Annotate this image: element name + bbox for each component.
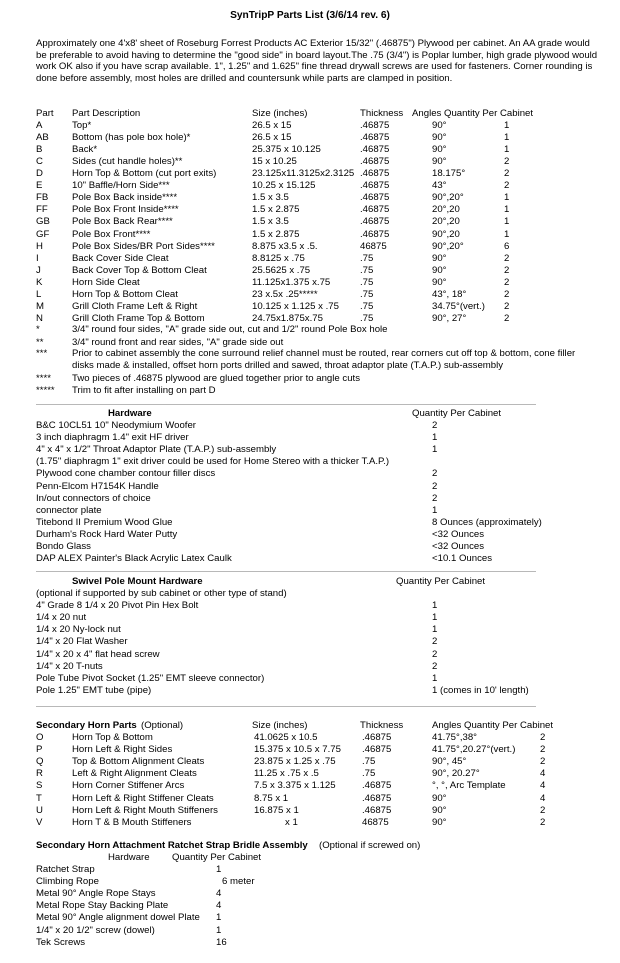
secondary-part-id: S	[36, 780, 43, 792]
part-description: Horn Top & Bottom Cleat	[72, 288, 178, 300]
secondary-part-angles: 90°	[432, 816, 447, 828]
hardware-row	[0, 420, 620, 432]
part-thickness: .75	[360, 300, 374, 312]
swivel-quantity: 1 (comes in 10' length)	[432, 684, 529, 696]
strap-quantity: 4	[216, 888, 222, 900]
strap-item: Tek Screws	[36, 936, 86, 948]
part-thickness: .46875	[360, 192, 390, 204]
part-quantity: 2	[504, 156, 510, 168]
part-description: Horn Side Cleat	[72, 276, 140, 288]
parts-row	[0, 132, 620, 144]
hardware-item: 3 inch diaphragm 1.4" exit HF driver	[36, 432, 189, 444]
part-size: 24.75x1.875x.75	[252, 312, 323, 324]
hardware-quantity: 1	[432, 444, 438, 456]
secondary-part-quantity: 2	[540, 804, 546, 816]
part-angles: 90°, 27°	[432, 312, 467, 324]
swivel-row	[0, 685, 620, 697]
secondary-part-quantity: 4	[540, 780, 546, 792]
hardware-item: connector plate	[36, 504, 102, 516]
part-quantity: 1	[504, 132, 510, 144]
secondary-part-angles: 41.75°,20.27°(vert.)	[432, 744, 516, 756]
swivel-row	[0, 624, 620, 636]
parts-row	[0, 144, 620, 156]
intro-paragraph: Approximately one 4'x8' sheet of Roseburg Forrest Products AC Exterior 15/32" (.46875") Plywood per cabinet. An AA grade would be preferable to avoid having to determine the "good side" in board layout.The .75 (3/4") is Poplar lumber, high grade plywood would work OK also if you have scrap available. 1", 1.25" and 1.625" fine thread drywall screws are used for fasteners. Corner rounding is done before assembly, most holes are drilled and countersunk while parts are clamped in position.	[36, 38, 598, 84]
secondary-part-quantity: 4	[540, 768, 546, 780]
part-quantity: 1	[504, 216, 510, 228]
hardware-item: B&C 10CL51 10" Neodymium Woofer	[36, 420, 197, 431]
secondary-row	[0, 780, 620, 792]
swivel-item: Pole 1.25" EMT tube (pipe)	[36, 684, 152, 696]
secondary-part-angles: °, °, Arc Template	[432, 780, 506, 792]
hardware-header: Hardware	[108, 408, 152, 419]
secondary-part-id: V	[36, 816, 43, 828]
part-quantity: 2	[504, 288, 510, 300]
part-size: 10.25 x 15.125	[252, 180, 316, 192]
strap-item: Ratchet Strap	[36, 864, 95, 875]
part-angles: 90°	[432, 132, 447, 144]
swivel-item: 1/4" x 20 Flat Washer	[36, 636, 128, 648]
parts-row	[0, 277, 620, 289]
hardware-qty-header: Quantity Per Cabinet	[412, 408, 502, 419]
strap-quantity: 1	[216, 864, 222, 875]
secondary-row	[0, 805, 620, 817]
secondary-part-size: x 1	[285, 816, 298, 828]
hardware-row	[0, 444, 620, 456]
hardware-quantity: 2	[432, 420, 438, 431]
part-thickness: .46875	[360, 132, 390, 144]
strap-item: 1/4" x 20 1/2" screw (dowel)	[36, 924, 155, 936]
section-divider	[36, 706, 536, 707]
secondary-row	[0, 817, 620, 829]
part-id: GB	[36, 216, 50, 228]
strap-column-header-row	[0, 852, 620, 864]
secondary-size-header: Size (inches)	[252, 720, 308, 731]
strap-item: Metal 90° Angle alignment dowel Plate	[36, 912, 200, 924]
part-angles: 90°	[432, 144, 447, 156]
footnote-marker: *****	[36, 385, 55, 396]
part-angles: 90°	[432, 252, 447, 264]
hardware-quantity: 2	[432, 468, 438, 480]
part-quantity: 1	[504, 204, 510, 216]
parts-row	[0, 265, 620, 277]
swivel-quantity: 1	[432, 612, 438, 624]
strap-quantity: 16	[216, 936, 227, 948]
footnote-marker: *	[36, 324, 40, 335]
part-size: 23 x.5x .25*****	[252, 288, 318, 300]
secondary-part-thickness: 46875	[362, 816, 389, 828]
part-thickness: 46875	[360, 240, 387, 252]
hardware-quantity: 1	[432, 432, 438, 444]
secondary-part-thickness: .75	[362, 756, 376, 768]
swivel-header: Swivel Pole Mount Hardware	[72, 576, 203, 587]
part-size: 1.5 x 3.5	[252, 192, 289, 204]
part-quantity: 2	[504, 168, 510, 180]
part-angles: 90°	[432, 120, 447, 131]
part-size: 10.125 x 1.125 x .75	[252, 300, 339, 312]
hardware-row	[0, 517, 620, 529]
part-thickness: .75	[360, 252, 374, 264]
strap-header: Secondary Horn Attachment Ratchet Strap Bridle Assembly	[36, 840, 308, 851]
secondary-part-size: 23.875 x 1.25 x .75	[254, 756, 336, 768]
part-size: 25.375 x 10.125	[252, 144, 321, 156]
parts-header-cell: Part Description	[72, 108, 141, 119]
footnote-text: Two pieces of .46875 plywood are glued together prior to angle cuts	[72, 373, 360, 384]
swivel-item: 1/4 x 20 nut	[36, 612, 87, 624]
part-quantity: 1	[504, 192, 510, 204]
parts-row	[0, 168, 620, 180]
part-id: B	[36, 144, 43, 156]
swivel-row	[0, 661, 620, 673]
secondary-part-angles: 90°	[432, 804, 447, 816]
footnote-text: 3/4" round front and rear sides, "A" grade side out	[72, 337, 284, 348]
secondary-part-size: 16.875 x 1	[254, 804, 299, 816]
secondary-part-description: Horn Left & Right Sides	[72, 744, 173, 756]
part-description: Pole Box Sides/BR Port Sides****	[72, 240, 215, 252]
part-angles: 90°,20°	[432, 192, 464, 204]
hardware-item: In/out connectors of choice	[36, 492, 151, 504]
footnote-marker: ***	[36, 348, 48, 359]
parts-header-cell: Part	[36, 108, 54, 119]
part-description: Back Cover Side Cleat	[72, 252, 169, 264]
secondary-part-description: Horn Left & Right Stiffener Cleats	[72, 792, 214, 804]
part-quantity: 2	[504, 276, 510, 288]
section-divider	[36, 571, 536, 572]
secondary-part-thickness: .46875	[362, 804, 392, 816]
part-id: D	[36, 168, 43, 180]
secondary-part-id: R	[36, 768, 43, 780]
part-size: 1.5 x 3.5	[252, 216, 289, 228]
parts-row	[0, 180, 620, 192]
part-quantity: 1	[504, 228, 510, 240]
hardware-item: Plywood cone chamber contour filler discs	[36, 468, 216, 480]
swivel-row	[0, 600, 620, 612]
secondary-part-description: Horn Corner Stiffener Arcs	[72, 780, 185, 792]
swivel-item: Pole Tube Pivot Socket (1.25" EMT sleeve connector)	[36, 672, 265, 684]
part-description: Pole Box Front****	[72, 228, 151, 240]
strap-row	[0, 937, 620, 949]
section-divider	[36, 404, 536, 405]
part-angles: 34.75°(vert.)	[432, 300, 485, 312]
part-thickness: .46875	[360, 204, 390, 216]
swivel-item: 4" Grade 8 1/4 x 20 Pivot Pin Hex Bolt	[36, 600, 199, 612]
part-description: Pole Box Back inside****	[72, 192, 178, 204]
hardware-item: Titebond II Premium Wood Glue	[36, 516, 173, 528]
strap-row	[0, 900, 620, 912]
part-thickness: .46875	[360, 144, 390, 156]
part-id: N	[36, 312, 43, 324]
part-quantity: 1	[504, 144, 510, 156]
strap-quantity: 4	[216, 900, 222, 912]
part-id: AB	[36, 132, 49, 144]
part-thickness: .46875	[360, 156, 390, 168]
page-title: SynTripP Parts List (3/6/14 rev. 6)	[230, 10, 390, 21]
part-id: L	[36, 288, 42, 300]
parts-row	[0, 241, 620, 253]
footnote-text: Trim to fit after installing on part D	[72, 385, 216, 396]
hardware-quantity: 8 Ounces (approximately)	[432, 516, 542, 528]
hardware-row	[0, 432, 620, 444]
strap-quantity: 6 meter	[222, 876, 255, 888]
swivel-item: 1/4" x 20 x 4" flat head screw	[36, 648, 160, 660]
swivel-item: 1/4 x 20 Ny-lock nut	[36, 624, 121, 636]
secondary-part-thickness: .46875	[362, 780, 392, 792]
part-id: I	[36, 252, 39, 264]
secondary-header: Secondary Horn Parts	[36, 720, 137, 731]
strap-header-row	[0, 840, 620, 852]
hardware-quantity: <32 Ounces	[432, 541, 485, 552]
hardware-row	[0, 481, 620, 493]
part-quantity: 2	[504, 300, 510, 312]
part-quantity: 2	[504, 312, 510, 324]
secondary-row	[0, 744, 620, 756]
part-thickness: .75	[360, 288, 374, 300]
swivel-header-row	[0, 576, 620, 588]
part-description: Bottom (has pole box hole)*	[72, 132, 191, 144]
hardware-item: Penn-Elcom H7154K Handle	[36, 480, 159, 492]
part-size: 8.8125 x .75	[252, 252, 305, 264]
part-angles: 90°	[432, 264, 447, 276]
parts-row	[0, 120, 620, 132]
part-quantity: 6	[504, 240, 510, 252]
secondary-part-thickness: .46875	[362, 732, 392, 743]
secondary-part-size: 7.5 x 3.375 x 1.125	[254, 780, 336, 792]
part-size: 1.5 x 2.875	[252, 204, 300, 216]
secondary-row	[0, 732, 620, 744]
part-thickness: .46875	[360, 216, 390, 228]
part-angles: 90°,20°	[432, 240, 464, 252]
strap-item: Metal Rope Stay Backing Plate	[36, 900, 169, 912]
swivel-row	[0, 636, 620, 648]
parts-row	[0, 156, 620, 168]
strap-row	[0, 912, 620, 924]
strap-row	[0, 925, 620, 937]
part-description: Pole Box Front Inside****	[72, 204, 179, 216]
secondary-part-id: O	[36, 732, 44, 743]
part-quantity: 2	[504, 252, 510, 264]
hardware-header-row	[0, 408, 620, 420]
part-thickness: .46875	[360, 120, 390, 131]
part-description: Grill Cloth Frame Top & Bottom	[72, 312, 205, 324]
hardware-row	[0, 456, 620, 468]
part-id: K	[36, 276, 43, 288]
part-thickness: .46875	[360, 180, 390, 192]
secondary-part-size: 8.75 x 1	[254, 792, 289, 804]
part-thickness: .46875	[360, 228, 390, 240]
hardware-row	[0, 505, 620, 517]
secondary-part-description: Top & Bottom Alignment Cleats	[72, 756, 205, 768]
part-size: 8.875 x3.5 x .5.	[252, 240, 318, 252]
part-id: C	[36, 156, 43, 168]
part-size: 25.5625 x .75	[252, 264, 311, 276]
part-description: Pole Box Back Rear****	[72, 216, 173, 228]
secondary-part-quantity: 2	[540, 756, 546, 768]
parts-header-row	[0, 108, 620, 120]
strap-row	[0, 864, 620, 876]
part-quantity: 2	[504, 180, 510, 192]
secondary-part-size: 11.25 x .75 x .5	[254, 768, 319, 780]
secondary-part-quantity: 2	[540, 816, 546, 828]
hardware-row	[0, 541, 620, 553]
swivel-quantity: 2	[432, 660, 438, 672]
swivel-quantity: 1	[432, 600, 438, 612]
part-size: 15 x 10.25	[252, 156, 297, 168]
hardware-quantity: <32 Ounces	[432, 528, 485, 540]
secondary-part-angles: 90°, 45°	[432, 756, 467, 768]
hardware-quantity: <10.1 Ounces	[432, 553, 493, 565]
part-id: H	[36, 240, 43, 252]
secondary-part-thickness: .46875	[362, 792, 392, 804]
swivel-quantity: 2	[432, 648, 438, 660]
secondary-row	[0, 793, 620, 805]
secondary-part-angles: 41.75°,38°	[432, 732, 478, 743]
hardware-item: 4" x 4" x 1/2" Throat Adaptor Plate (T.A.P.) sub-assembly	[36, 444, 277, 456]
part-id: FB	[36, 192, 49, 204]
swivel-row	[0, 649, 620, 661]
part-description: Back*	[72, 144, 98, 156]
part-angles: 18.175°	[432, 168, 466, 180]
secondary-part-id: T	[36, 792, 42, 804]
secondary-part-thickness: .75	[362, 768, 376, 780]
swivel-row	[0, 588, 620, 600]
parts-header-cell: Size (inches)	[252, 108, 308, 119]
strap-quantity: 1	[216, 912, 222, 924]
strap-row	[0, 888, 620, 900]
hardware-row	[0, 553, 620, 565]
hardware-item: (1.75" diaphragm 1" exit driver could be used for Home Stereo with a thicker T.A.P.)	[36, 456, 390, 468]
footnote-marker: ****	[36, 373, 51, 384]
part-angles: 90°	[432, 276, 447, 288]
part-thickness: .75	[360, 312, 374, 324]
secondary-part-description: Horn T & B Mouth Stiffeners	[72, 816, 192, 828]
secondary-part-quantity: 4	[540, 792, 546, 804]
parts-header-cell: Angles Quantity Per Cabinet	[412, 108, 534, 119]
part-description: 10" Baffle/Horn Side***	[72, 180, 170, 192]
strap-qty-header: Quantity Per Cabinet	[172, 852, 262, 863]
part-id: E	[36, 180, 43, 192]
part-size: 26.5 x 15	[252, 132, 292, 144]
part-id: GF	[36, 228, 50, 240]
part-size: 1.5 x 2.875	[252, 228, 300, 240]
parts-row	[0, 216, 620, 228]
swivel-quantity: 1	[432, 672, 438, 684]
secondary-part-id: Q	[36, 756, 44, 768]
swivel-row	[0, 673, 620, 685]
hardware-quantity: 2	[432, 480, 438, 492]
parts-row	[0, 289, 620, 301]
hardware-item: Bondo Glass	[36, 541, 91, 552]
strap-quantity: 1	[216, 924, 222, 936]
secondary-part-description: Left & Right Alignment Cleats	[72, 768, 197, 780]
part-id: J	[36, 264, 41, 276]
part-angles: 90°	[432, 156, 447, 168]
swivel-qty-header: Quantity Per Cabinet	[396, 576, 486, 587]
secondary-part-id: P	[36, 744, 43, 756]
swivel-item: 1/4" x 20 T-nuts	[36, 660, 103, 672]
hardware-item: Durham's Rock Hard Water Putty	[36, 528, 178, 540]
parts-row	[0, 253, 620, 265]
strap-hardware-header: Hardware	[108, 852, 150, 863]
part-angles: 20°,20	[432, 216, 460, 228]
secondary-row	[0, 768, 620, 780]
part-size: 23.125x11.3125x2.3125	[252, 168, 355, 180]
secondary-part-size: 41.0625 x 10.5	[254, 732, 318, 743]
parts-row	[0, 204, 620, 216]
part-id: A	[36, 120, 43, 131]
strap-item: Metal 90° Angle Rope Stays	[36, 888, 156, 900]
part-thickness: .75	[360, 264, 374, 276]
secondary-part-size: 15.375 x 10.5 x 7.75	[254, 744, 341, 756]
part-angles: 43°, 18°	[432, 288, 467, 300]
secondary-part-thickness: .46875	[362, 744, 392, 756]
part-description: Horn Top & Bottom (cut port exits)	[72, 168, 217, 180]
secondary-part-id: U	[36, 804, 43, 816]
secondary-optional-note: (Optional)	[141, 720, 184, 731]
swivel-quantity: 2	[432, 636, 438, 648]
hardware-quantity: 2	[432, 492, 438, 504]
swivel-row	[0, 612, 620, 624]
strap-optional-note: (Optional if screwed on)	[319, 840, 421, 851]
swivel-quantity: 1	[432, 624, 438, 636]
part-id: FF	[36, 204, 48, 216]
parts-row	[0, 192, 620, 204]
secondary-part-quantity: 2	[540, 732, 546, 743]
secondary-thickness-header: Thickness	[360, 720, 404, 731]
part-description: Sides (cut handle holes)**	[72, 156, 183, 168]
footnote-text: Prior to cabinet assembly the cone surround relief channel must be routed, rear corners cut off top & bottom, cone filler disks made & installed, offset horn ports drilled and sawed, throat adaptor plate (T.A.P.) sub-assembly	[72, 348, 576, 371]
part-thickness: .46875	[360, 168, 390, 180]
hardware-row	[0, 468, 620, 480]
part-description: Top*	[72, 120, 92, 131]
part-quantity: 2	[504, 264, 510, 276]
footnote-marker: **	[36, 337, 44, 348]
secondary-row	[0, 756, 620, 768]
secondary-part-quantity: 2	[540, 744, 546, 756]
part-angles: 20°,20	[432, 204, 460, 216]
part-angles: 90°,20	[432, 228, 460, 240]
strap-item: Climbing Rope	[36, 876, 99, 888]
parts-header-cell: Thickness	[360, 108, 404, 119]
part-description: Back Cover Top & Bottom Cleat	[72, 264, 207, 276]
swivel-item: (optional if supported by sub cabinet or other type of stand)	[36, 588, 287, 599]
secondary-part-angles: 90°	[432, 792, 447, 804]
hardware-row	[0, 529, 620, 541]
strap-row	[0, 876, 620, 888]
hardware-row	[0, 493, 620, 505]
hardware-quantity: 1	[432, 504, 438, 516]
secondary-part-description: Horn Top & Bottom	[72, 732, 153, 743]
part-size: 11.125x1.375 x.75	[252, 276, 331, 288]
part-id: M	[36, 300, 44, 312]
secondary-angles-header: Angles Quantity Per Cabinet	[432, 720, 554, 731]
part-quantity: 1	[504, 120, 510, 131]
secondary-part-description: Horn Left & Right Mouth Stiffeners	[72, 804, 218, 816]
part-size: 26.5 x 15	[252, 120, 292, 131]
part-thickness: .75	[360, 276, 374, 288]
part-angles: 43°	[432, 180, 447, 192]
secondary-part-angles: 90°, 20.27°	[432, 768, 480, 780]
part-description: Grill Cloth Frame Left & Right	[72, 300, 198, 312]
parts-row	[0, 229, 620, 241]
secondary-header-row	[0, 720, 620, 732]
parts-row	[0, 301, 620, 313]
hardware-item: DAP ALEX Painter's Black Acrylic Latex Caulk	[36, 553, 232, 565]
footnote-text: 3/4" round four sides, "A" grade side out, cut and 1/2" round Pole Box hole	[72, 324, 388, 335]
